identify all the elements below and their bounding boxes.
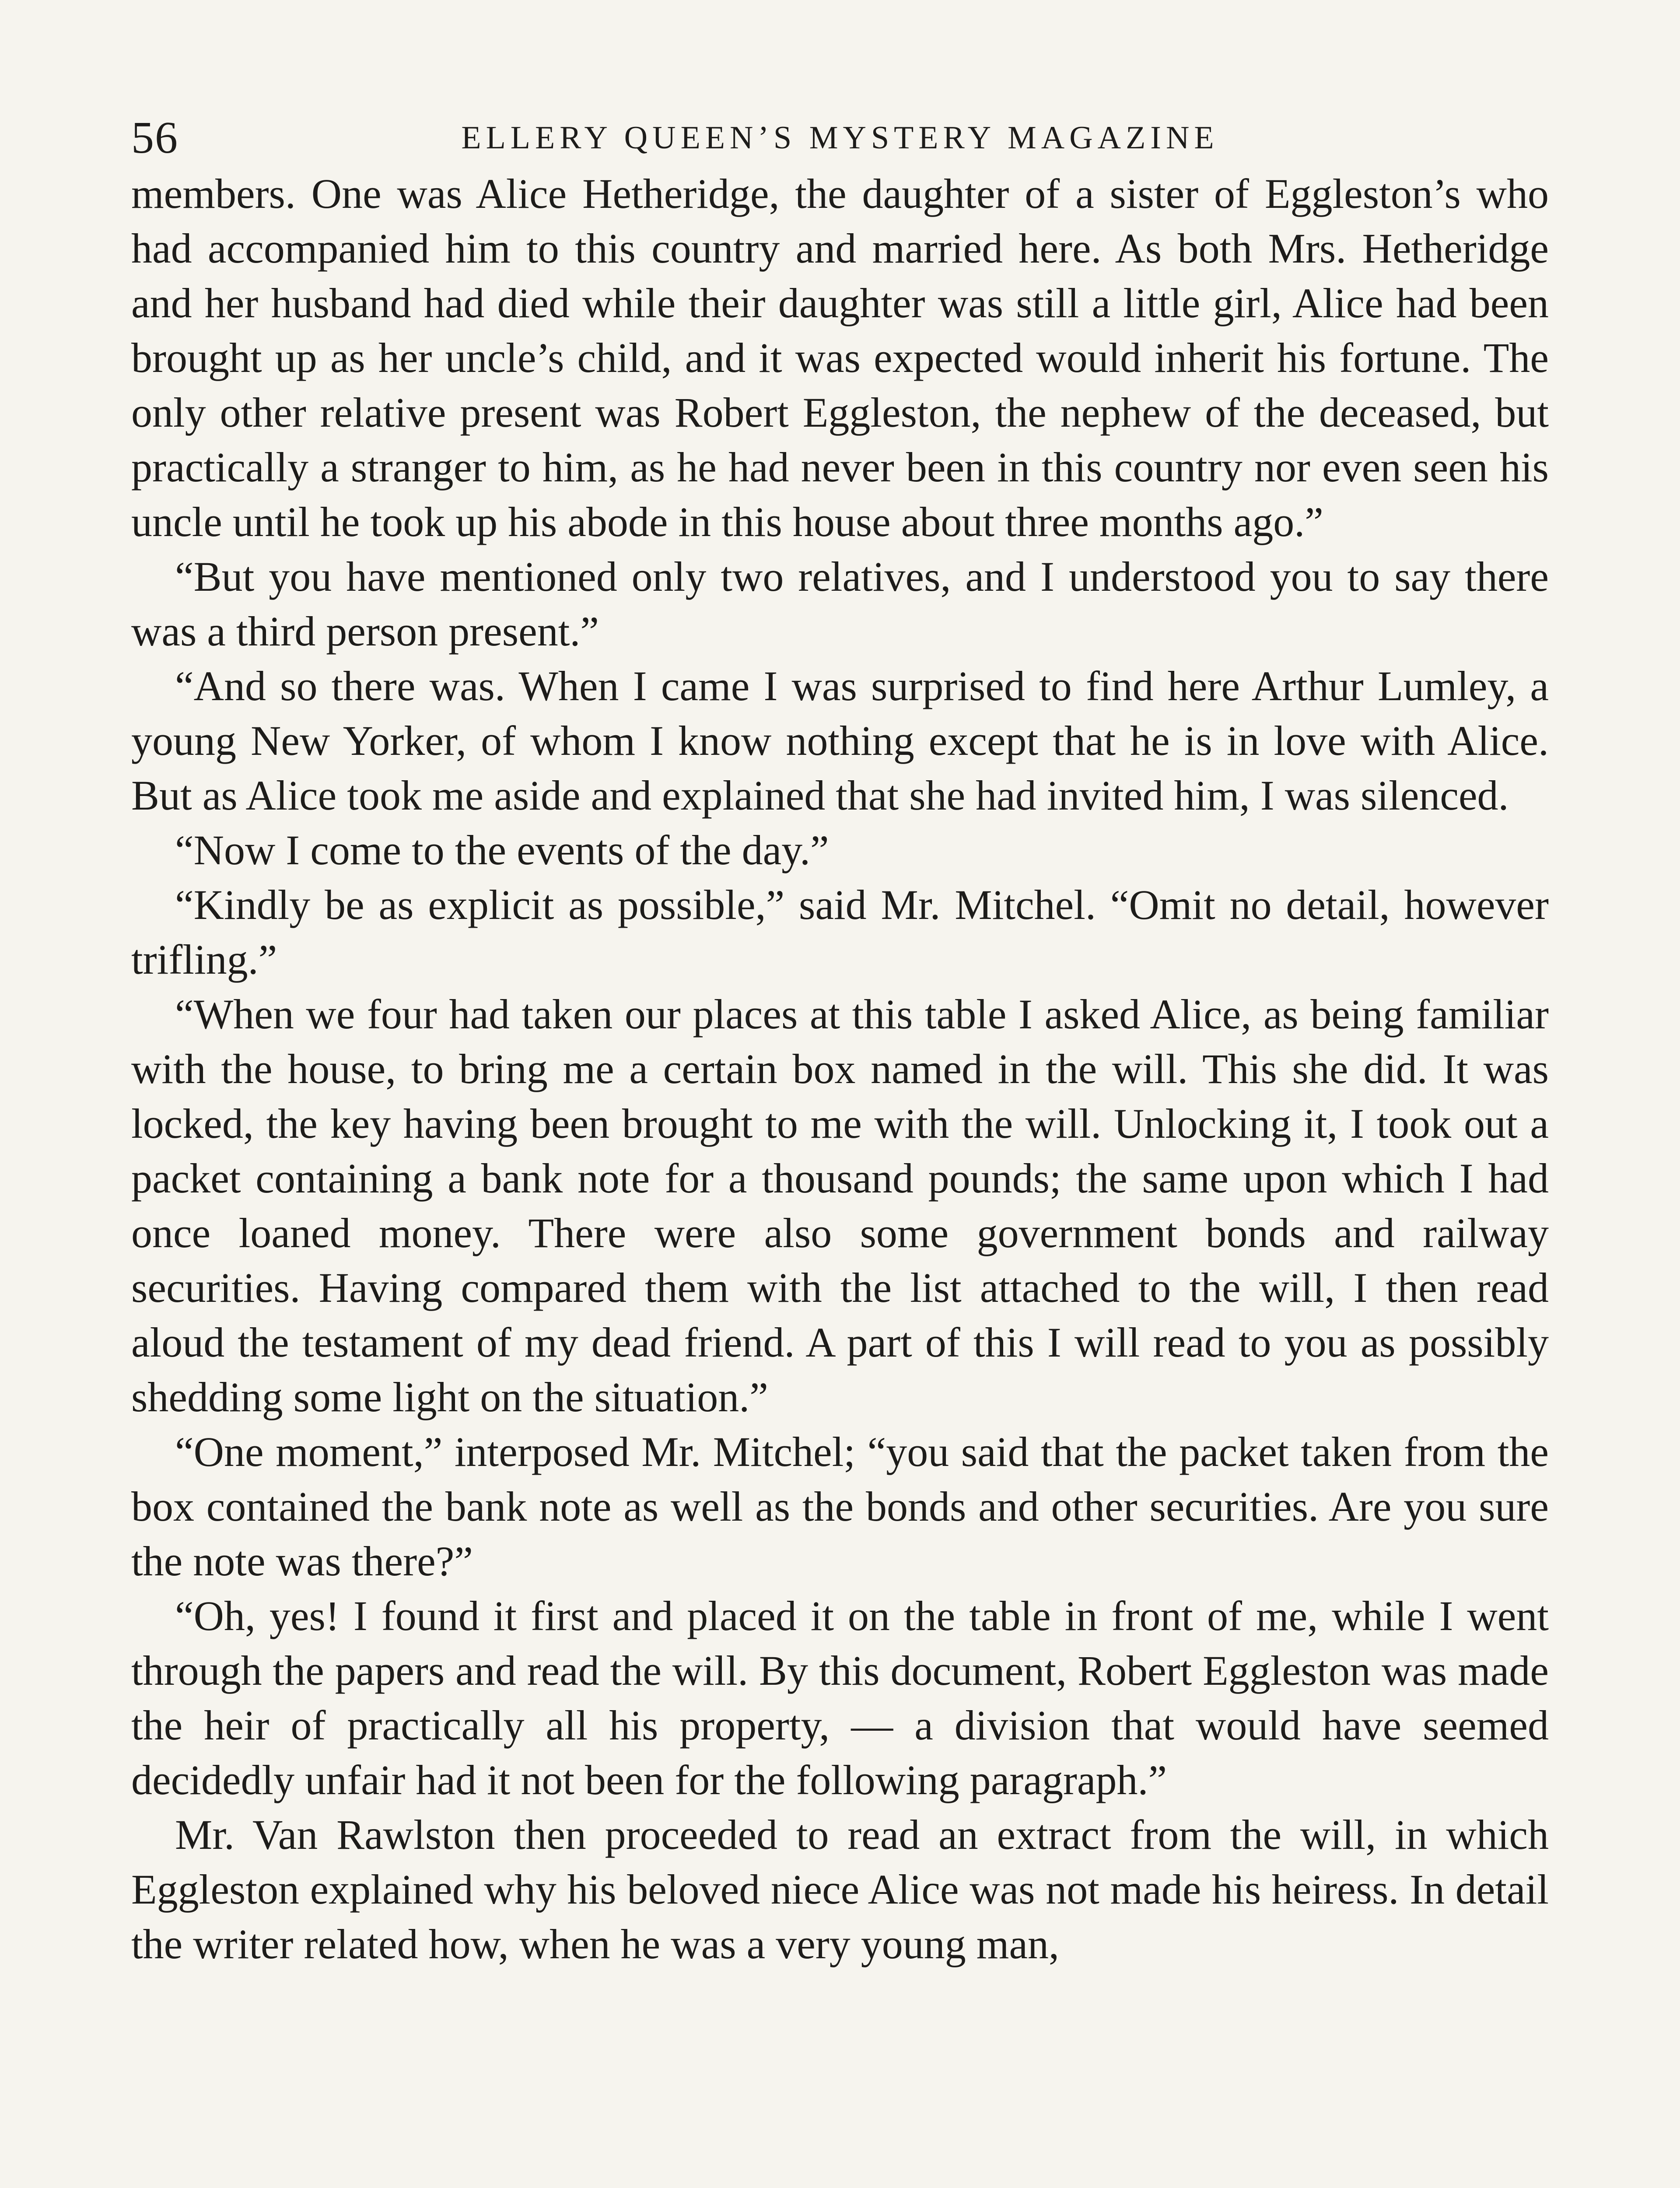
article-body [131,166,1549,1971]
paragraph: “Now I come to the events of the day.” [175,827,829,873]
paragraph: “When we four had taken our places at this table I asked Alice, as being familiar with the house, to bring me a certain box named in the will. This she did. It was locked, the key having been brought to me with the will. Unlocking it, I took out a packet containing a bank note for a thousand pounds; the same upon which I had once loaned money. There were also some government bonds and railway securities. Having compared them with the list attached to the will, I then read aloud the testament of my dead friend. A part of this I will read to you as possibly shedding some light on the situation.” [131,991,1549,1420]
paragraph: “Kindly be as explicit as possible,” said Mr. Mitchel. “Omit no detail, however trifling.” [131,881,1549,983]
paragraph: “Oh, yes! I found it first and placed it on the table in front of me, while I went through the papers and read the will. By this document, Robert Eggleston was made the heir of practically all his property, — a division that would have seemed decidedly unfair had it not been for the following paragraph.” [131,1592,1549,1803]
magazine-page [131,109,1549,2188]
running-head [131,109,1549,166]
page-number: 56 [131,112,178,163]
paragraph: “And so there was. When I came I was surprised to find here Arthur Lumley, a young New Yorker, of whom I know nothing except that he is in love with Alice. But as Alice took me aside and explained that she had invited him, I was silenced. [131,663,1549,819]
paragraph: “But you have mentioned only two relatives, and I understood you to say there was a third person present.” [131,553,1549,655]
paragraph: Mr. Van Rawlston then proceeded to read an extract from the will, in which Eggleston explained why his beloved niece Alice was not made his heiress. In detail the writer related how, when he was a very young man, [131,1811,1549,1967]
paragraph-continuation: members. One was Alice Hetheridge, the daughter of a sister of Eggleston’s who had accompanied him to this country and married here. As both Mrs. Hetheridge and her husband had died while their daughter was still a little girl, Alice had been brought up as her uncle’s child, and it was expected would inherit his fortune. The only other relative present was Robert Eggleston, the nephew of the deceased, but practically a stranger to him, as he had never been in this country nor even seen his uncle until he took up his abode in this house about three months ago.” [131,170,1549,545]
magazine-title: ELLERY QUEEN’S MYSTERY MAGAZINE [461,120,1219,156]
paragraph: “One moment,” interposed Mr. Mitchel; “you said that the packet taken from the box contained the bank note as well as the bonds and other securities. Are you sure the note was there?” [131,1428,1549,1585]
